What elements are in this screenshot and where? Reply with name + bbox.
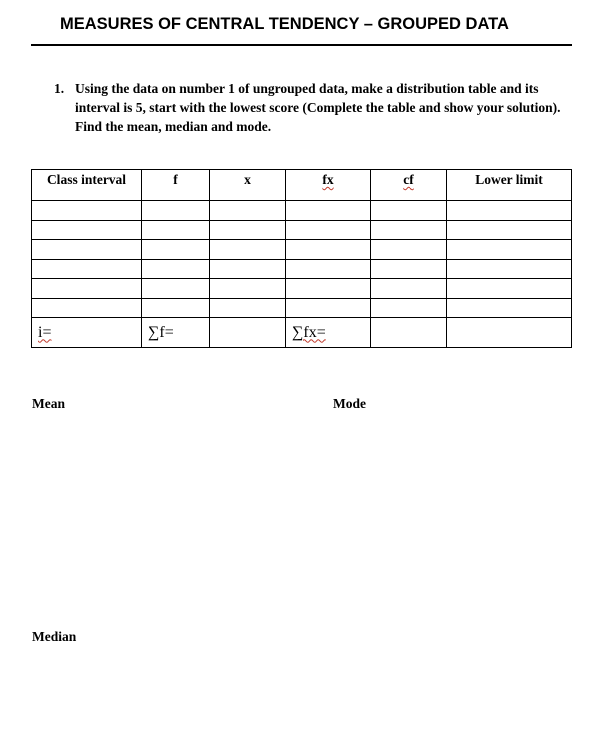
table-cell[interactable] (142, 279, 210, 299)
header-cumulative-frequency (371, 170, 447, 201)
header-lower-limit: Lower limit (447, 170, 572, 201)
table-cell[interactable] (32, 220, 142, 240)
table-cell[interactable] (286, 279, 371, 299)
distribution-table (31, 169, 572, 348)
mean-label: Mean (32, 396, 65, 411)
header-fx (286, 170, 371, 201)
mode-label: Mode (333, 396, 366, 411)
table-cell[interactable] (371, 201, 447, 221)
table-cell[interactable] (142, 298, 210, 318)
table-cell[interactable] (371, 279, 447, 299)
table-cell[interactable] (286, 240, 371, 260)
table-cell[interactable] (142, 220, 210, 240)
table-cell[interactable] (210, 220, 286, 240)
question-1 (54, 79, 574, 136)
question-number: 1. (54, 81, 65, 96)
table-row (32, 279, 572, 299)
table-cell[interactable] (32, 240, 142, 260)
table-cell[interactable] (447, 279, 572, 299)
table-cell[interactable] (286, 201, 371, 221)
sum-fx-label: ∑fx= (292, 323, 326, 341)
table-cell[interactable] (447, 240, 572, 260)
table-cell[interactable] (371, 298, 447, 318)
table-cell[interactable] (371, 240, 447, 260)
class-width-cell[interactable] (32, 318, 142, 348)
header-midpoint: x (210, 170, 286, 201)
table-row (32, 220, 572, 240)
table-cell[interactable] (210, 279, 286, 299)
table-cell[interactable] (142, 259, 210, 279)
header-cf-text: cf (403, 172, 414, 187)
table-cell[interactable] (32, 201, 142, 221)
table-cell[interactable] (371, 220, 447, 240)
table-cell[interactable] (286, 220, 371, 240)
table-row (32, 298, 572, 318)
sum-f-cell[interactable] (142, 318, 210, 348)
totals-row (32, 318, 572, 348)
table-cell[interactable] (210, 259, 286, 279)
title-divider (31, 44, 572, 46)
header-frequency: f (142, 170, 210, 201)
table-cell[interactable] (447, 220, 572, 240)
table-cell[interactable] (447, 259, 572, 279)
table-cell[interactable] (142, 201, 210, 221)
table-cell[interactable] (286, 259, 371, 279)
table-cell[interactable] (210, 240, 286, 260)
table-header-row (32, 170, 572, 201)
table-cell[interactable] (210, 201, 286, 221)
table-row (32, 259, 572, 279)
table-cell[interactable] (32, 298, 142, 318)
table-row (32, 201, 572, 221)
table-cell[interactable] (210, 298, 286, 318)
sum-fx-cell[interactable] (286, 318, 371, 348)
class-width-label: i= (38, 323, 52, 341)
question-text: Using the data on number 1 of ungrouped data, make a distribution table and its interval is 5, start with the lowest score (Complete the table and show your solution). Find the mean, median and mode. (75, 81, 561, 134)
table-cell[interactable] (447, 298, 572, 318)
table-cell[interactable] (447, 201, 572, 221)
table-cell[interactable] (32, 259, 142, 279)
table-cell[interactable] (32, 279, 142, 299)
table-row (32, 240, 572, 260)
sum-f-label: ∑f= (148, 323, 174, 341)
table-cell[interactable] (447, 318, 572, 348)
table-cell[interactable] (210, 318, 286, 348)
header-class-interval: Class interval (32, 170, 142, 201)
table-cell[interactable] (371, 259, 447, 279)
table-cell[interactable] (142, 240, 210, 260)
table-cell[interactable] (371, 318, 447, 348)
header-fx-text: fx (322, 172, 334, 187)
median-label: Median (32, 629, 77, 644)
table-cell[interactable] (286, 298, 371, 318)
page-title: MEASURES OF CENTRAL TENDENCY – GROUPED DATA (60, 15, 509, 33)
